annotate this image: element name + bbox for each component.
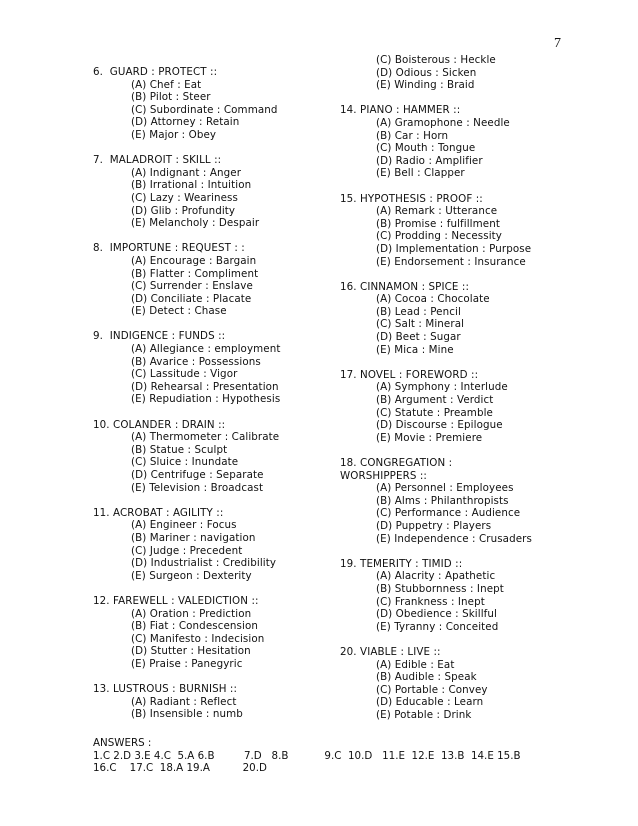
- question-block: [93, 242, 323, 318]
- answer-option: (D) Beet : Sugar: [376, 331, 461, 344]
- answer-option: (C) Mouth : Tongue: [376, 142, 476, 155]
- question-stem: 15. HYPOTHESIS : PROOF ::: [340, 192, 483, 205]
- question-block: [340, 369, 600, 445]
- answers-heading: ANSWERS :: [93, 737, 152, 749]
- question-block: [93, 66, 323, 142]
- answer-option: (D) Puppetry : Players: [376, 519, 492, 532]
- answer-option: (C) Subordinate : Command: [131, 103, 278, 116]
- answers-line-1: 1.C 2.D 3.E 4.C 5.A 6.B 7.D 8.B 9.C 10.D 11.E 12.E 13.B 14.E 15.B: [93, 749, 521, 762]
- question-stem: 16. CINNAMON : SPICE ::: [340, 280, 470, 293]
- answer-option: (A) Edible : Eat: [376, 658, 455, 671]
- answer-option: (C) Salt : Mineral: [376, 318, 465, 331]
- answer-option: (D) Conciliate : Placate: [131, 292, 252, 305]
- answer-option: (B) Argument : Verdict: [376, 394, 494, 407]
- answer-option: (B) Flatter : Compliment: [131, 267, 259, 280]
- answer-option: (C) Manifesto : Indecision: [131, 632, 265, 645]
- answer-option: (E) Major : Obey: [131, 128, 217, 141]
- right-column: [340, 54, 600, 734]
- question-block: [340, 558, 600, 634]
- answer-option: (E) Endorsement : Insurance: [376, 255, 526, 268]
- answer-option: (C) Lazy : Weariness: [131, 191, 238, 204]
- answer-option: (E) Repudiation : Hypothesis: [131, 393, 281, 406]
- question-block: [93, 154, 323, 230]
- question-stem: 17. NOVEL : FOREWORD ::: [340, 368, 479, 381]
- answer-option: (B) Audible : Speak: [376, 671, 477, 684]
- answer-option: (E) Bell : Clapper: [376, 167, 465, 180]
- question-block: [93, 507, 323, 583]
- question-stem: 11. ACROBAT : AGILITY ::: [93, 506, 224, 519]
- answer-option: (A) Cocoa : Chocolate: [376, 293, 490, 306]
- answer-option: (A) Alacrity : Apathetic: [376, 570, 496, 583]
- answer-option: (A) Personnel : Employees: [376, 482, 514, 495]
- question-block: [340, 281, 600, 357]
- answer-option: (E) Tyranny : Conceited: [376, 620, 499, 633]
- answer-key: [93, 737, 593, 775]
- answer-option: (D) Obedience : Skillful: [376, 608, 497, 621]
- answer-option: (D) Stutter : Hesitation: [131, 645, 251, 658]
- answer-option: (A) Thermometer : Calibrate: [131, 431, 280, 444]
- answer-option: (E) Winding : Braid: [376, 79, 475, 92]
- answer-option: (C) Sluice : Inundate: [131, 456, 239, 469]
- question-stem: 14. PIANO : HAMMER ::: [340, 104, 461, 117]
- answers-line-2: 16.C 17.C 18.A 19.A 20.D: [93, 762, 267, 775]
- question-stem: 10. COLANDER : DRAIN ::: [93, 418, 226, 431]
- answer-option: (B) Promise : fulfillment: [376, 217, 500, 230]
- left-column: [93, 66, 323, 733]
- answer-option: (D) Radio : Amplifier: [376, 154, 483, 167]
- answer-option: (A) Allegiance : employment: [131, 343, 281, 356]
- question-stem: 9. INDIGENCE : FUNDS ::: [93, 330, 226, 343]
- answer-option: (D) Rehearsal : Presentation: [131, 380, 279, 393]
- answer-option: (E) Surgeon : Dexterity: [131, 569, 252, 582]
- question-block: [340, 104, 600, 180]
- answer-option: (D) Industrialist : Credibility: [131, 557, 277, 570]
- answer-option: (E) Television : Broadcast: [131, 481, 264, 494]
- answer-option: (C) Frankness : Inept: [376, 595, 485, 608]
- answer-option: (E) Independence : Crusaders: [376, 532, 532, 545]
- answer-option: (D) Glib : Profundity: [131, 204, 236, 217]
- answer-option: (E) Praise : Panegyric: [131, 657, 243, 670]
- answer-option: (C) Prodding : Necessity: [376, 230, 502, 243]
- answer-option: (A) Encourage : Bargain: [131, 254, 257, 267]
- question-stem: 7. MALADROIT : SKILL ::: [93, 154, 222, 167]
- answer-option: (B) Avarice : Possessions: [131, 355, 261, 368]
- question-stem: 18. CONGREGATION : WORSHIPPERS ::: [340, 457, 453, 482]
- answer-option: (A) Indignant : Anger: [131, 166, 242, 179]
- answer-option: (E) Melancholy : Despair: [131, 217, 260, 230]
- answer-option: (B) Car : Horn: [376, 129, 449, 142]
- question-13-continuation: [340, 54, 600, 92]
- answer-option: (B) Statue : Sculpt: [131, 443, 228, 456]
- answer-option: (B) Irrational : Intuition: [131, 179, 252, 192]
- question-stem: 20. VIABLE : LIVE ::: [340, 645, 441, 658]
- answer-option: (C) Judge : Precedent: [131, 544, 243, 557]
- answer-option: (B) Alms : Philanthropists: [376, 494, 509, 507]
- question-stem: 12. FAREWELL : VALEDICTION ::: [93, 594, 259, 607]
- answer-option: (A) Gramophone : Needle: [376, 116, 510, 129]
- answer-option: (B) Stubbornness : Inept: [376, 582, 504, 595]
- question-stem: 6. GUARD : PROTECT ::: [93, 66, 218, 78]
- answer-option: (D) Implementation : Purpose: [376, 242, 532, 255]
- question-block: [340, 457, 600, 545]
- answer-option: (A) Radiant : Reflect: [131, 695, 237, 708]
- question-block: [93, 683, 323, 721]
- answer-option: (B) Pilot : Steer: [131, 91, 211, 104]
- question-stem: 19. TEMERITY : TIMID ::: [340, 557, 463, 570]
- answer-option: (D) Discourse : Epilogue: [376, 419, 503, 432]
- page-number: 7: [554, 36, 561, 51]
- answer-option: (E) Potable : Drink: [376, 708, 472, 721]
- answer-option: (E) Movie : Premiere: [376, 431, 483, 444]
- question-block: [340, 646, 600, 722]
- answer-option: (D) Attorney : Retain: [131, 116, 240, 129]
- answer-option: (D) Educable : Learn: [376, 696, 484, 709]
- answer-option: (A) Oration : Prediction: [131, 607, 252, 620]
- question-block: [93, 595, 323, 671]
- question-block: [340, 193, 600, 269]
- answer-option: (E) Mica : Mine: [376, 343, 454, 356]
- answer-option: (A) Engineer : Focus: [131, 519, 237, 532]
- answer-option: (A) Chef : Eat: [131, 78, 202, 91]
- answer-option: (B) Lead : Pencil: [376, 305, 461, 318]
- answer-option: (C) Performance : Audience: [376, 507, 521, 520]
- question-stem: 13. LUSTROUS : BURNISH ::: [93, 683, 238, 696]
- answer-option: (B) Insensible : numb: [131, 708, 243, 721]
- answer-option: (D) Centrifuge : Separate: [131, 469, 264, 481]
- answer-option: (C) Boisterous : Heckle: [376, 54, 496, 66]
- answer-option: (C) Portable : Convey: [376, 683, 488, 696]
- question-block: [93, 419, 323, 495]
- answer-option: (D) Odious : Sicken: [376, 66, 477, 79]
- question-block: [93, 330, 323, 406]
- question-stem: 8. IMPORTUNE : REQUEST : :: [93, 242, 245, 255]
- answer-option: (C) Surrender : Enslave: [131, 280, 253, 293]
- answer-option: (E) Detect : Chase: [131, 305, 227, 318]
- answer-option: (C) Lassitude : Vigor: [131, 368, 238, 381]
- answer-option: (B) Fiat : Condescension: [131, 620, 258, 633]
- answer-option: (A) Symphony : Interlude: [376, 381, 508, 394]
- answer-option: (C) Statute : Preamble: [376, 406, 493, 419]
- answer-option: (A) Remark : Utterance: [376, 205, 498, 218]
- answer-option: (B) Mariner : navigation: [131, 531, 256, 544]
